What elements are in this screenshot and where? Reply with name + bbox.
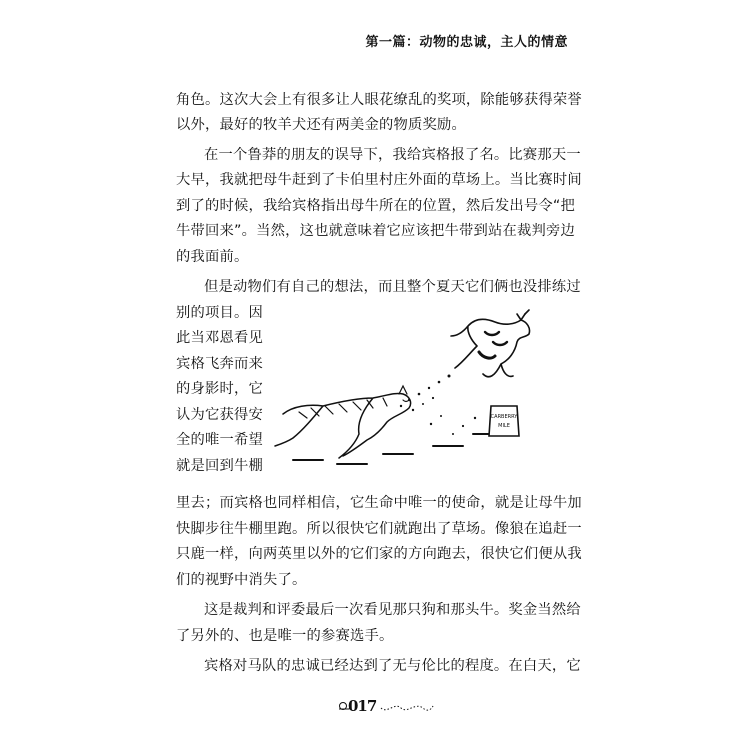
milestone-sign bbox=[489, 406, 519, 436]
dog-chasing-cow-illustration bbox=[263, 306, 548, 476]
body-line: 角色。这次大会上有很多让人眼花缭乱的奖项，除能够获得荣誉 bbox=[176, 92, 582, 108]
body-line: 只鹿一样，向两英里以外的它们家的方向跑去，很快它们便从我 bbox=[176, 546, 582, 562]
body-line: 以外，最好的牧羊犬还有两美金的物质奖励。 bbox=[176, 117, 466, 133]
body-line: 此当邓恩看见 bbox=[176, 330, 263, 346]
dust-trail bbox=[400, 375, 476, 436]
body-line: 宾格对马队的忠诚已经达到了无与伦比的程度。在白天，它 bbox=[204, 658, 581, 674]
sign-text-2: MILE bbox=[498, 423, 510, 429]
snail-icon bbox=[340, 703, 347, 710]
body-line: 的身影时，它 bbox=[176, 381, 263, 397]
sign-text-1: CARBERRY bbox=[490, 414, 518, 420]
cow-figure bbox=[451, 310, 530, 377]
running-header: 第一篇：动物的忠诚，主人的情意 bbox=[365, 35, 568, 50]
body-line: 认为它获得安 bbox=[176, 407, 263, 423]
body-line: 到了的时候，我给宾格指出母牛所在的位置，然后发出号令“把 bbox=[176, 198, 576, 214]
body-line: 快脚步往牛棚里跑。所以很快它们就跑出了草场。像狼在追赶一 bbox=[176, 521, 582, 537]
body-line: 了另外的、也是唯一的参赛选手。 bbox=[176, 628, 394, 644]
body-line: 这是裁判和评委最后一次看见那只狗和那头牛。奖金当然给 bbox=[204, 602, 581, 618]
dog-figure bbox=[275, 386, 411, 458]
body-line: 里去；而宾格也同样相信，它生命中唯一的使命，就是让母牛加 bbox=[176, 495, 582, 511]
body-line: 的我面前。 bbox=[176, 249, 249, 265]
body-line: 宾格飞奔而来 bbox=[176, 356, 263, 372]
body-line: 全的唯一希望 bbox=[176, 432, 263, 448]
ground-lines bbox=[293, 434, 503, 464]
body-line: 别的项目。因 bbox=[176, 305, 263, 321]
body-line: 就是回到牛棚 bbox=[176, 458, 263, 474]
body-line: 们的视野中消失了。 bbox=[176, 572, 307, 588]
body-line: 在一个鲁莽的朋友的误导下，我给宾格报了名。比赛那天一 bbox=[204, 147, 581, 163]
body-line: 牛带回来”。当然，这也就意味着它应该把牛带到站在裁判旁边 bbox=[176, 223, 576, 239]
body-line: 但是动物们有自己的想法，而且整个夏天它们俩也没排练过 bbox=[204, 279, 581, 295]
body-line: 大早，我就把母牛赶到了卡伯里村庄外面的草场上。当比赛时间 bbox=[176, 172, 582, 188]
page-number: 017 bbox=[348, 697, 377, 715]
